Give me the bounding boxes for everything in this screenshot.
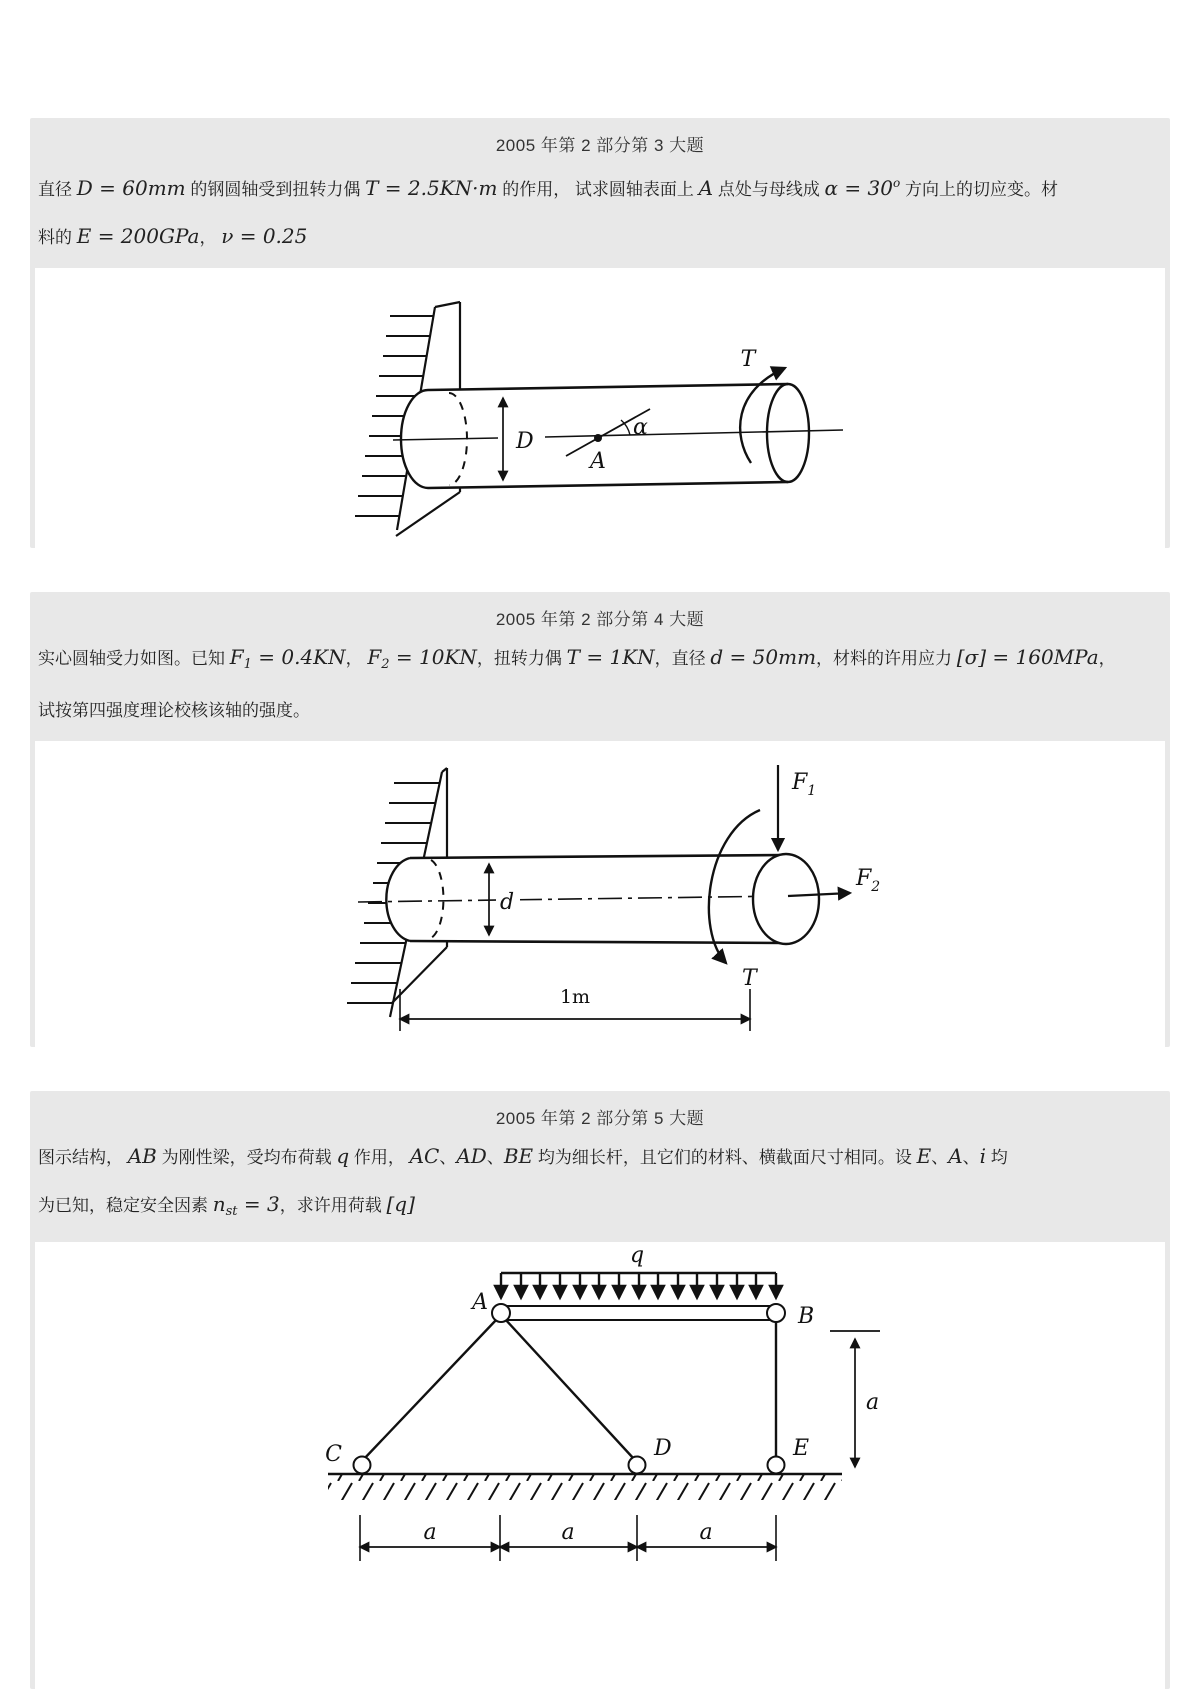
section-title: 2005 年第 2 部分第 4 大题 — [495, 610, 705, 629]
text-seg: F — [367, 645, 382, 669]
text-seg: [q] — [386, 1192, 415, 1216]
text-seg: ，求许用荷载 — [279, 1196, 387, 1215]
ground — [328, 1457, 842, 1501]
text-seg: AB — [127, 1144, 157, 1168]
pin-B — [767, 1304, 785, 1322]
torque-label: T — [740, 347, 756, 372]
text-seg: = 10KN — [389, 645, 477, 669]
section-title: 2005 年第 2 部分第 5 大题 — [495, 1109, 705, 1128]
text-seg: ， — [1098, 649, 1116, 668]
text-seg: A — [698, 176, 714, 200]
force-F1-label: $F_1$ — [792, 770, 817, 799]
text-seg: 为刚性梁，受均布荷载 — [156, 1148, 337, 1167]
text-seg: n — [212, 1192, 226, 1216]
text-seg: ， — [199, 228, 222, 247]
dimension-height-a — [830, 1331, 880, 1467]
problem-text-line — [38, 688, 1162, 734]
text-seg: D = 60mm — [76, 176, 186, 200]
problem-text-line — [38, 213, 1162, 261]
problem-text — [30, 631, 1170, 738]
text-seg: i — [979, 1144, 987, 1168]
figure-truss-structure — [35, 1242, 1165, 1689]
node-D-label: D — [654, 1436, 672, 1461]
ground-hatching — [328, 1475, 842, 1500]
problem-card-3 — [30, 118, 1170, 548]
text-seg: 图示结构， — [38, 1148, 128, 1167]
text-seg: o — [892, 176, 901, 190]
text-seg: st — [225, 1204, 238, 1219]
text-seg: 实心圆轴受力如图。已知 — [38, 649, 230, 668]
height-a-label: a — [866, 1390, 880, 1415]
load-q-label: q — [629, 1243, 645, 1268]
shaft-cylinder — [393, 384, 843, 488]
node-E-label: E — [793, 1436, 810, 1461]
problem-card-5 — [30, 1091, 1170, 1689]
distributed-load-q — [501, 1243, 776, 1298]
pin-D — [629, 1457, 646, 1474]
length-label: 1m — [559, 986, 591, 1008]
problem-text-line — [38, 1181, 1162, 1235]
section-title: 2005 年第 2 部分第 3 大题 — [495, 136, 705, 155]
problem-text-line — [38, 1133, 1162, 1181]
text-seg: T = 2.5KN·m — [365, 176, 498, 200]
dimension-spans — [360, 1515, 776, 1561]
text-seg: F — [229, 645, 244, 669]
problem-card-4 — [30, 592, 1170, 1047]
text-seg: BE — [503, 1144, 534, 1168]
pin-C — [354, 1457, 371, 1474]
text-seg: 为已知，稳定安全因素 — [38, 1196, 213, 1215]
problem-text — [30, 1130, 1170, 1239]
node-C-label: C — [325, 1442, 342, 1467]
problem-text-line — [38, 634, 1162, 688]
node-B-label: B — [798, 1304, 815, 1329]
text-seg: T = 1KN — [566, 645, 655, 669]
dimension-length-1m — [400, 986, 750, 1031]
span-a3-label: a — [699, 1520, 713, 1545]
span-a2-label: a — [561, 1520, 575, 1545]
text-seg: 、 — [931, 1148, 949, 1167]
text-seg: AC — [409, 1144, 440, 1168]
text-seg: 、 — [486, 1148, 504, 1167]
rods — [363, 1319, 776, 1460]
force-F1-arrow — [778, 765, 816, 850]
node-A-label: A — [472, 1290, 488, 1315]
text-seg: 试按第四强度理论校核该轴的强度。 — [38, 701, 310, 720]
text-seg: A — [948, 1144, 963, 1168]
text-seg: ，直径 — [654, 649, 711, 668]
torque-label: T — [742, 966, 757, 991]
figure-shaft-torsion — [35, 268, 1165, 548]
text-seg: 、 — [439, 1148, 457, 1167]
text-seg: ， — [345, 649, 368, 668]
span-a1-label: a — [423, 1520, 437, 1545]
force-F2-label: $F_2$ — [856, 866, 881, 895]
text-seg: d = 50mm — [710, 645, 817, 669]
pin-E — [768, 1457, 785, 1474]
rod-AC — [363, 1319, 497, 1460]
problem-text-line — [38, 160, 1162, 213]
text-seg: 、 — [962, 1148, 980, 1167]
diameter-label: d — [500, 890, 515, 915]
text-seg: 作用， — [349, 1148, 410, 1167]
text-seg: 1 — [243, 657, 252, 672]
text-seg: AD — [456, 1144, 487, 1168]
point-A-label: A — [590, 449, 606, 474]
text-seg: 直径 — [38, 180, 77, 199]
text-seg: 方向上的切应变。材 — [900, 180, 1058, 199]
shaft-end-cap — [753, 854, 819, 944]
problem-text — [30, 157, 1170, 265]
text-seg: α = 30 — [824, 176, 893, 200]
text-seg: = 3 — [237, 1192, 280, 1216]
text-seg: E — [916, 1144, 932, 1168]
text-seg: 的作用， 试求圆轴表面上 — [497, 180, 699, 199]
rod-AD — [505, 1319, 634, 1459]
text-seg: ，扭转力偶 — [476, 649, 567, 668]
text-seg: 均 — [986, 1148, 1008, 1167]
figure-shaft-combined-load — [35, 741, 1165, 1047]
text-seg: ν = 0.25 — [221, 224, 308, 248]
rigid-beam-AB — [492, 1304, 785, 1322]
text-seg: E = 200GPa — [76, 224, 200, 248]
text-seg: 料的 — [38, 228, 77, 247]
diameter-label: D — [516, 429, 534, 454]
text-seg: [σ] = 160MPa — [956, 645, 1099, 669]
text-seg: 点处与母线成 — [713, 180, 825, 199]
text-seg: ，材料的许用应力 — [816, 649, 957, 668]
text-seg: 2 — [381, 657, 390, 672]
pin-A — [492, 1304, 510, 1322]
alpha-label: α — [633, 415, 648, 440]
text-seg: 均为细长杆，且它们的材料、横截面尺寸相同。设 — [533, 1148, 917, 1167]
text-seg: q — [336, 1144, 350, 1168]
text-seg: 的钢圆轴受到扭转力偶 — [185, 180, 366, 199]
text-seg: = 0.4KN — [251, 645, 346, 669]
shaft-cylinder — [358, 854, 819, 944]
